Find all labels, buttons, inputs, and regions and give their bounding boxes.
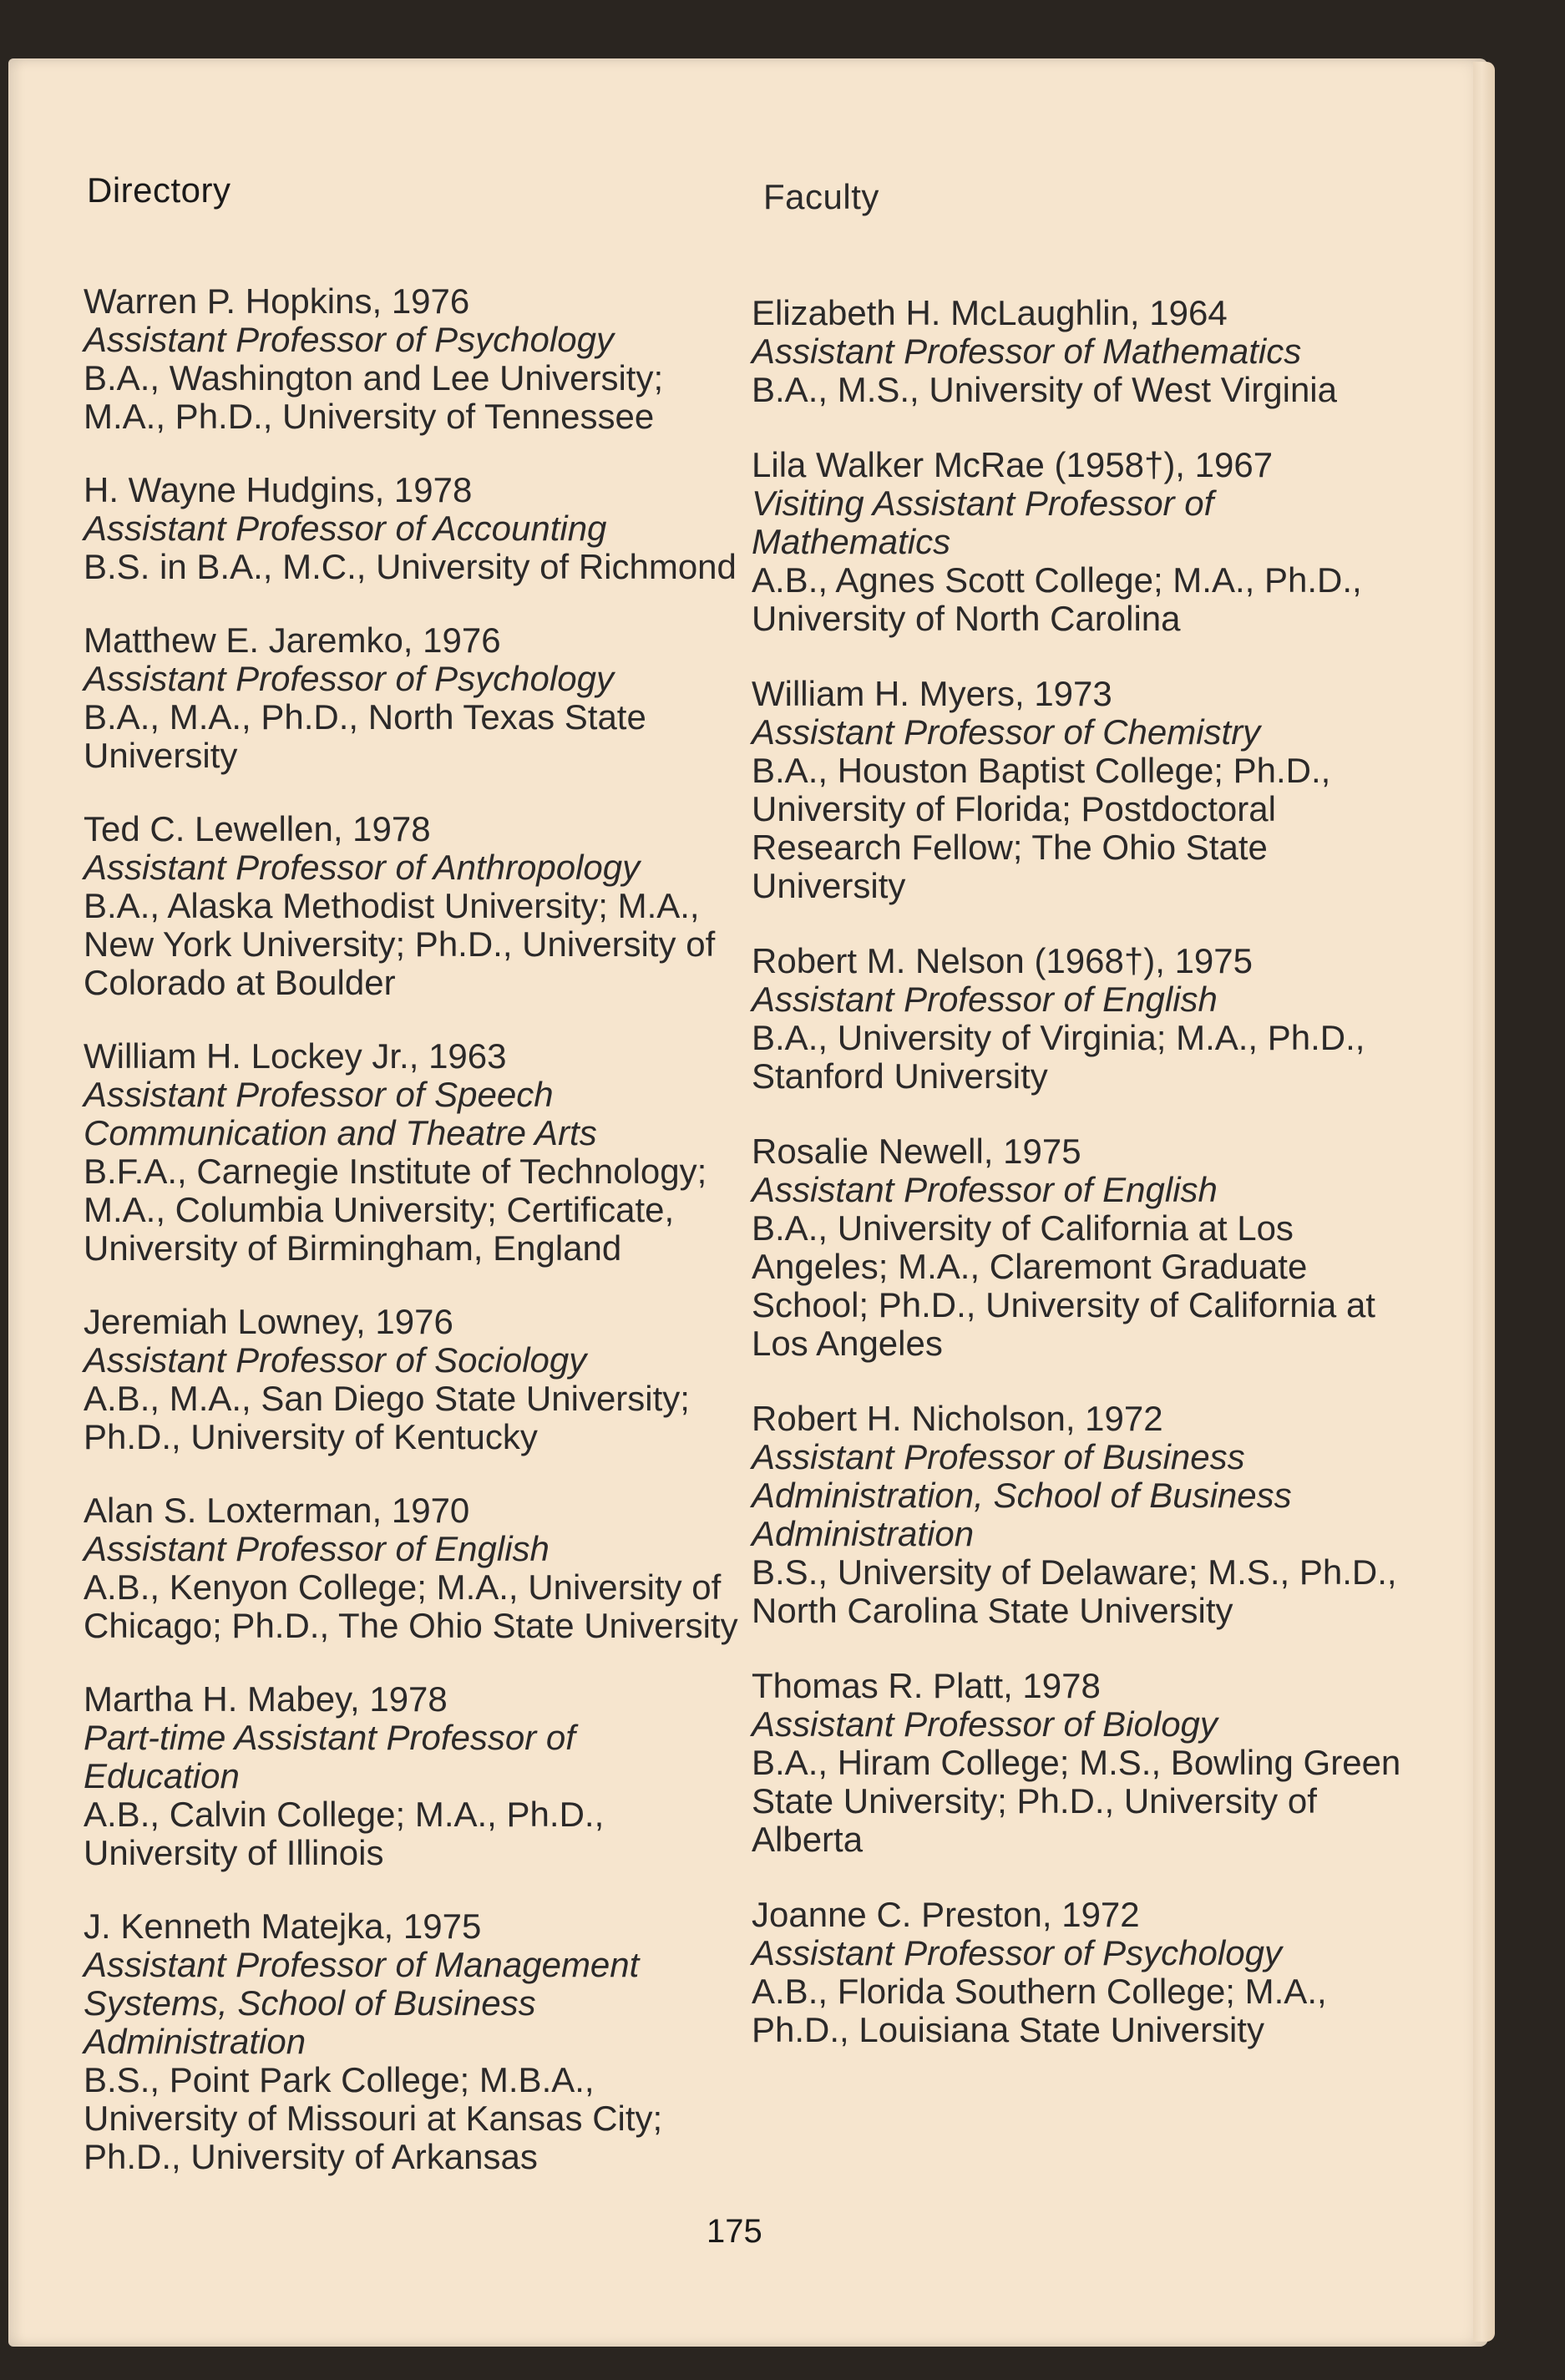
page-number: 175 xyxy=(707,2213,762,2250)
faculty-entry xyxy=(84,621,768,775)
faculty-title: Assistant Professor of Psychology xyxy=(752,1933,1282,1972)
faculty-name: Robert H. Nicholson, 1972 xyxy=(752,1399,1163,1438)
faculty-title: Assistant Professor of Management Systems, School of Business Administration xyxy=(84,1945,640,2061)
faculty-degrees: B.S., Point Park College; M.B.A., University of Missouri at Kansas City; Ph.D., University of Arkansas xyxy=(84,2060,663,2176)
faculty-degrees: B.A., Washington and Lee University; M.A., Ph.D., University of Tennessee xyxy=(84,358,664,436)
faculty-title: Assistant Professor of Accounting xyxy=(84,509,607,548)
faculty-title: Assistant Professor of Anthropology xyxy=(84,848,641,887)
running-header-faculty: Faculty xyxy=(763,177,879,216)
faculty-title: Assistant Professor of English xyxy=(752,980,1218,1019)
faculty-degrees: B.S. in B.A., M.C., University of Richmond xyxy=(84,547,737,586)
faculty-entry xyxy=(752,1667,1436,1859)
faculty-entry xyxy=(84,471,768,586)
faculty-name: H. Wayne Hudgins, 1978 xyxy=(84,470,473,509)
faculty-entry xyxy=(84,282,768,436)
faculty-entry xyxy=(84,1303,768,1456)
faculty-entry xyxy=(84,1907,768,2176)
faculty-name: Martha H. Mabey, 1978 xyxy=(84,1679,448,1719)
page-edge xyxy=(1473,62,1495,2342)
faculty-title: Assistant Professor of English xyxy=(84,1529,550,1568)
faculty-name: Jeremiah Lowney, 1976 xyxy=(84,1302,453,1341)
faculty-entry xyxy=(752,1132,1436,1363)
faculty-entry xyxy=(84,1037,768,1268)
faculty-degrees: B.A., Alaska Methodist University; M.A., New York University; Ph.D., University of Colorado at Boulder xyxy=(84,886,716,1002)
faculty-title: Assistant Professor of Business Administration, School of Business Administration xyxy=(752,1437,1292,1553)
faculty-name: Rosalie Newell, 1975 xyxy=(752,1132,1081,1171)
running-header-directory: Directory xyxy=(87,170,231,210)
faculty-name: Elizabeth H. McLaughlin, 1964 xyxy=(752,293,1228,332)
faculty-degrees: B.A., University of Virginia; M.A., Ph.D., Stanford University xyxy=(752,1018,1365,1096)
faculty-degrees: B.A., M.S., University of West Virginia xyxy=(752,370,1337,409)
faculty-name: Joanne C. Preston, 1972 xyxy=(752,1895,1140,1934)
faculty-entry xyxy=(752,294,1436,409)
faculty-title: Assistant Professor of Psychology xyxy=(84,659,614,698)
faculty-title: Assistant Professor of Speech Communication and Theatre Arts xyxy=(84,1075,597,1152)
faculty-degrees: A.B., Kenyon College; M.A., University of Chicago; Ph.D., The Ohio State University xyxy=(84,1567,738,1645)
faculty-name: Thomas R. Platt, 1978 xyxy=(752,1666,1101,1705)
faculty-title: Assistant Professor of Biology xyxy=(752,1704,1218,1744)
faculty-title: Assistant Professor of English xyxy=(752,1170,1218,1209)
faculty-name: Matthew E. Jaremko, 1976 xyxy=(84,620,501,660)
faculty-title: Part-time Assistant Professor of Education xyxy=(84,1718,575,1795)
faculty-degrees: A.B., Florida Southern College; M.A., Ph.D., Louisiana State University xyxy=(752,1972,1327,2049)
faculty-name: William H. Myers, 1973 xyxy=(752,674,1112,713)
faculty-title: Assistant Professor of Mathematics xyxy=(752,332,1302,371)
faculty-entry xyxy=(752,1896,1436,2049)
faculty-degrees: B.A., University of California at Los Angeles; M.A., Claremont Graduate School; Ph.D., University of California at Los Angeles xyxy=(752,1208,1375,1363)
left-column xyxy=(84,282,768,2211)
faculty-entry xyxy=(752,446,1436,638)
faculty-entry xyxy=(752,942,1436,1096)
faculty-degrees: B.F.A., Carnegie Institute of Technology; M.A., Columbia University; Certificate, University of Birmingham, England xyxy=(84,1152,707,1268)
right-column xyxy=(752,294,1436,2086)
faculty-title: Assistant Professor of Chemistry xyxy=(752,712,1261,752)
faculty-degrees: B.A., M.A., Ph.D., North Texas State University xyxy=(84,697,646,775)
faculty-name: Warren P. Hopkins, 1976 xyxy=(84,281,470,321)
faculty-title: Visiting Assistant Professor of Mathematics xyxy=(752,484,1214,561)
faculty-degrees: A.B., Calvin College; M.A., Ph.D., University of Illinois xyxy=(84,1795,605,1872)
faculty-degrees: A.B., M.A., San Diego State University; Ph.D., University of Kentucky xyxy=(84,1379,690,1456)
faculty-entry xyxy=(752,1400,1436,1630)
faculty-entry xyxy=(84,1680,768,1872)
faculty-name: Ted C. Lewellen, 1978 xyxy=(84,809,431,848)
faculty-name: Alan S. Loxterman, 1970 xyxy=(84,1491,470,1530)
faculty-name: William H. Lockey Jr., 1963 xyxy=(84,1036,507,1076)
faculty-degrees: B.A., Hiram College; M.S., Bowling Green State University; Ph.D., University of Alberta xyxy=(752,1743,1401,1859)
faculty-title: Assistant Professor of Psychology xyxy=(84,320,614,359)
faculty-degrees: B.S., University of Delaware; M.S., Ph.D., North Carolina State University xyxy=(752,1552,1397,1630)
faculty-name: Robert M. Nelson (1968†), 1975 xyxy=(752,941,1253,980)
faculty-entry xyxy=(84,810,768,1002)
faculty-degrees: A.B., Agnes Scott College; M.A., Ph.D., University of North Carolina xyxy=(752,560,1362,638)
faculty-entry xyxy=(84,1491,768,1645)
faculty-name: Lila Walker McRae (1958†), 1967 xyxy=(752,445,1274,484)
faculty-name: J. Kenneth Matejka, 1975 xyxy=(84,1907,482,1946)
faculty-entry xyxy=(752,675,1436,905)
faculty-title: Assistant Professor of Sociology xyxy=(84,1340,587,1380)
faculty-degrees: B.A., Houston Baptist College; Ph.D., University of Florida; Postdoctoral Research Fellow; The Ohio State University xyxy=(752,751,1331,905)
